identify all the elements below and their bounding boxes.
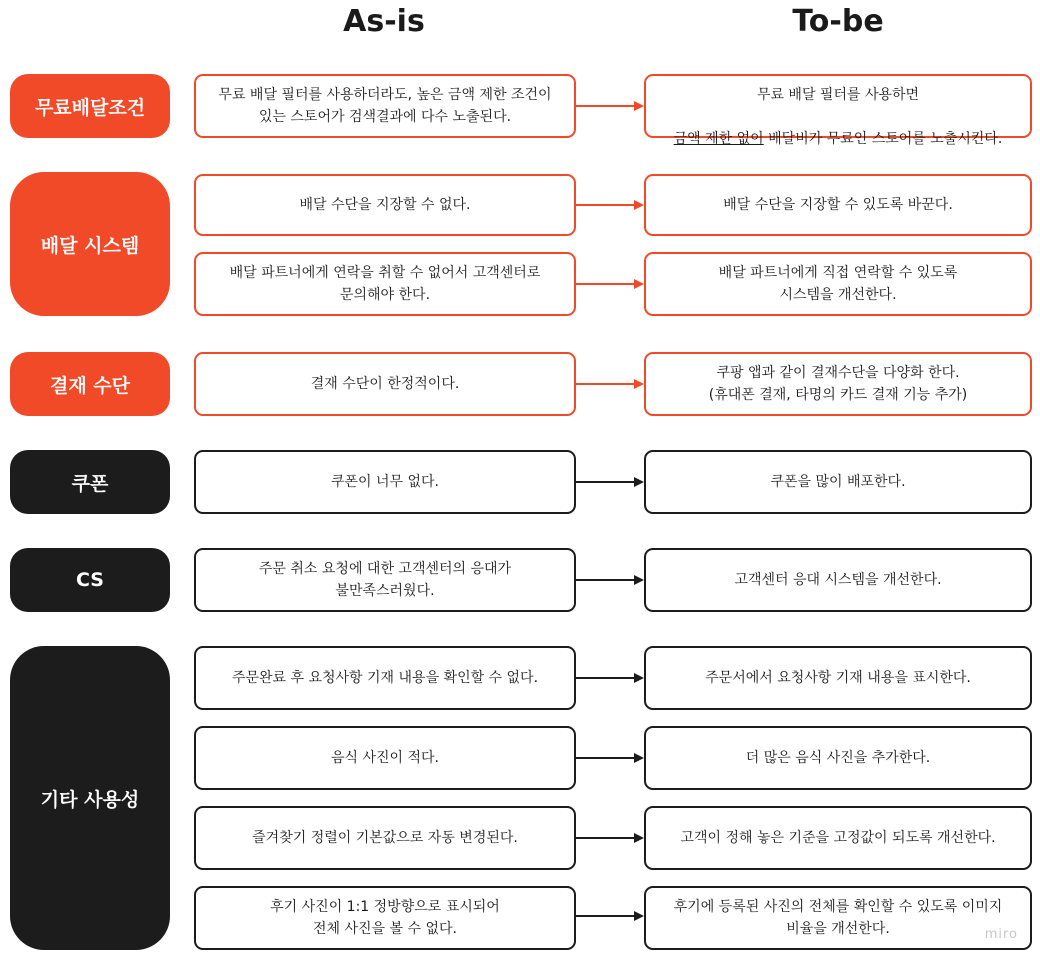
- asis-text: 주문완료 후 요청사항 기재 내용을 확인할 수 없다.: [231, 669, 539, 686]
- asis-text: 즐겨찾기 정렬이 기본값으로 자동 변경된다.: [252, 829, 518, 846]
- asis-box: [194, 174, 576, 236]
- asis-box: [194, 74, 576, 138]
- category-delivery-system: 배달 시스템: [10, 172, 170, 316]
- asis-text: 쿠폰이 너무 없다.: [330, 473, 440, 490]
- tobe-box: [644, 252, 1032, 316]
- tobe-text: 고객센터 응대 시스템을 개선한다.: [734, 571, 942, 588]
- tobe-header: To-be: [792, 4, 884, 39]
- tobe-text: 고객이 정해 놓은 기준을 고정값이 되도록 개선한다.: [680, 829, 996, 846]
- tobe-box: [644, 174, 1032, 236]
- asis-header: As-is: [343, 4, 425, 39]
- tobe-text: 후기에 등록된 사진의 전체를 확인할 수 있도록 이미지 비율을 개선한다.: [673, 898, 1003, 937]
- arrow-icon: [576, 377, 644, 391]
- tobe-text-underlined: 금액 제한 없이: [673, 131, 764, 148]
- tobe-box: [644, 352, 1032, 416]
- asis-text: 결재 수단이 한정적이다.: [310, 375, 460, 392]
- arrow-icon: [576, 198, 644, 212]
- arrow-icon: [576, 99, 644, 113]
- asis-text: 배달 수단을 지장할 수 없다.: [299, 196, 471, 213]
- asis-box: [194, 886, 576, 950]
- asis-text: 음식 사진이 적다.: [330, 749, 440, 766]
- category-usability: 기타 사용성: [10, 646, 170, 950]
- asis-box: [194, 548, 576, 612]
- arrow-icon: [576, 751, 644, 765]
- miro-watermark: miro: [984, 927, 1018, 942]
- category-coupon: 쿠폰: [10, 450, 170, 514]
- tobe-text-line1: 무료 배달 필터를 사용하면: [756, 86, 920, 103]
- asis-box: [194, 726, 576, 790]
- asis-text: 무료 배달 필터를 사용하더라도, 높은 금액 제한 조건이 있는 스토어가 검색결과에 다수 노출된다.: [218, 86, 552, 125]
- asis-box: [194, 352, 576, 416]
- arrow-icon: [576, 671, 644, 685]
- tobe-box: [644, 450, 1032, 514]
- category-payment: 결재 수단: [10, 352, 170, 416]
- asis-box: [194, 646, 576, 710]
- asis-box: [194, 252, 576, 316]
- tobe-box: [644, 74, 1032, 148]
- tobe-text: 쿠팡 앱과 같이 결재수단을 다양화 한다. (휴대폰 결재, 타명의 카드 결재 기능 추가): [708, 364, 968, 403]
- tobe-box: [644, 646, 1032, 710]
- asis-box: [194, 450, 576, 514]
- tobe-box: [644, 886, 1032, 950]
- asis-text: 배달 파트너에게 연락을 취할 수 없어서 고객센터로 문의해야 한다.: [229, 264, 541, 303]
- arrow-icon: [576, 277, 644, 291]
- tobe-box: [644, 806, 1032, 870]
- arrow-icon: [576, 475, 644, 489]
- tobe-text: 주문서에서 요청사항 기재 내용을 표시한다.: [705, 669, 971, 686]
- asis-text: 주문 취소 요청에 대한 고객센터의 응대가 불만족스러웠다.: [258, 560, 512, 599]
- tobe-text: 배달 수단을 지장할 수 있도록 바꾼다.: [723, 196, 953, 213]
- arrow-icon: [576, 909, 644, 923]
- arrow-icon: [576, 831, 644, 845]
- tobe-text: 쿠폰을 많이 배포한다.: [770, 473, 906, 490]
- asis-box: [194, 806, 576, 870]
- category-free-delivery: 무료배달조건: [10, 74, 170, 138]
- arrow-icon: [576, 573, 644, 587]
- tobe-text-rest: 배달비가 무료인 스토어를 노출시킨다.: [763, 131, 1003, 148]
- asis-text: 후기 사진이 1:1 정방향으로 표시되어 전체 사진을 볼 수 없다.: [270, 898, 500, 937]
- tobe-box: [644, 726, 1032, 790]
- tobe-box: [644, 548, 1032, 612]
- category-cs: CS: [10, 548, 170, 612]
- tobe-text: 배달 파트너에게 직접 연락할 수 있도록 시스템을 개선한다.: [718, 264, 958, 303]
- tobe-text: 더 많은 음식 사진을 추가한다.: [745, 749, 931, 766]
